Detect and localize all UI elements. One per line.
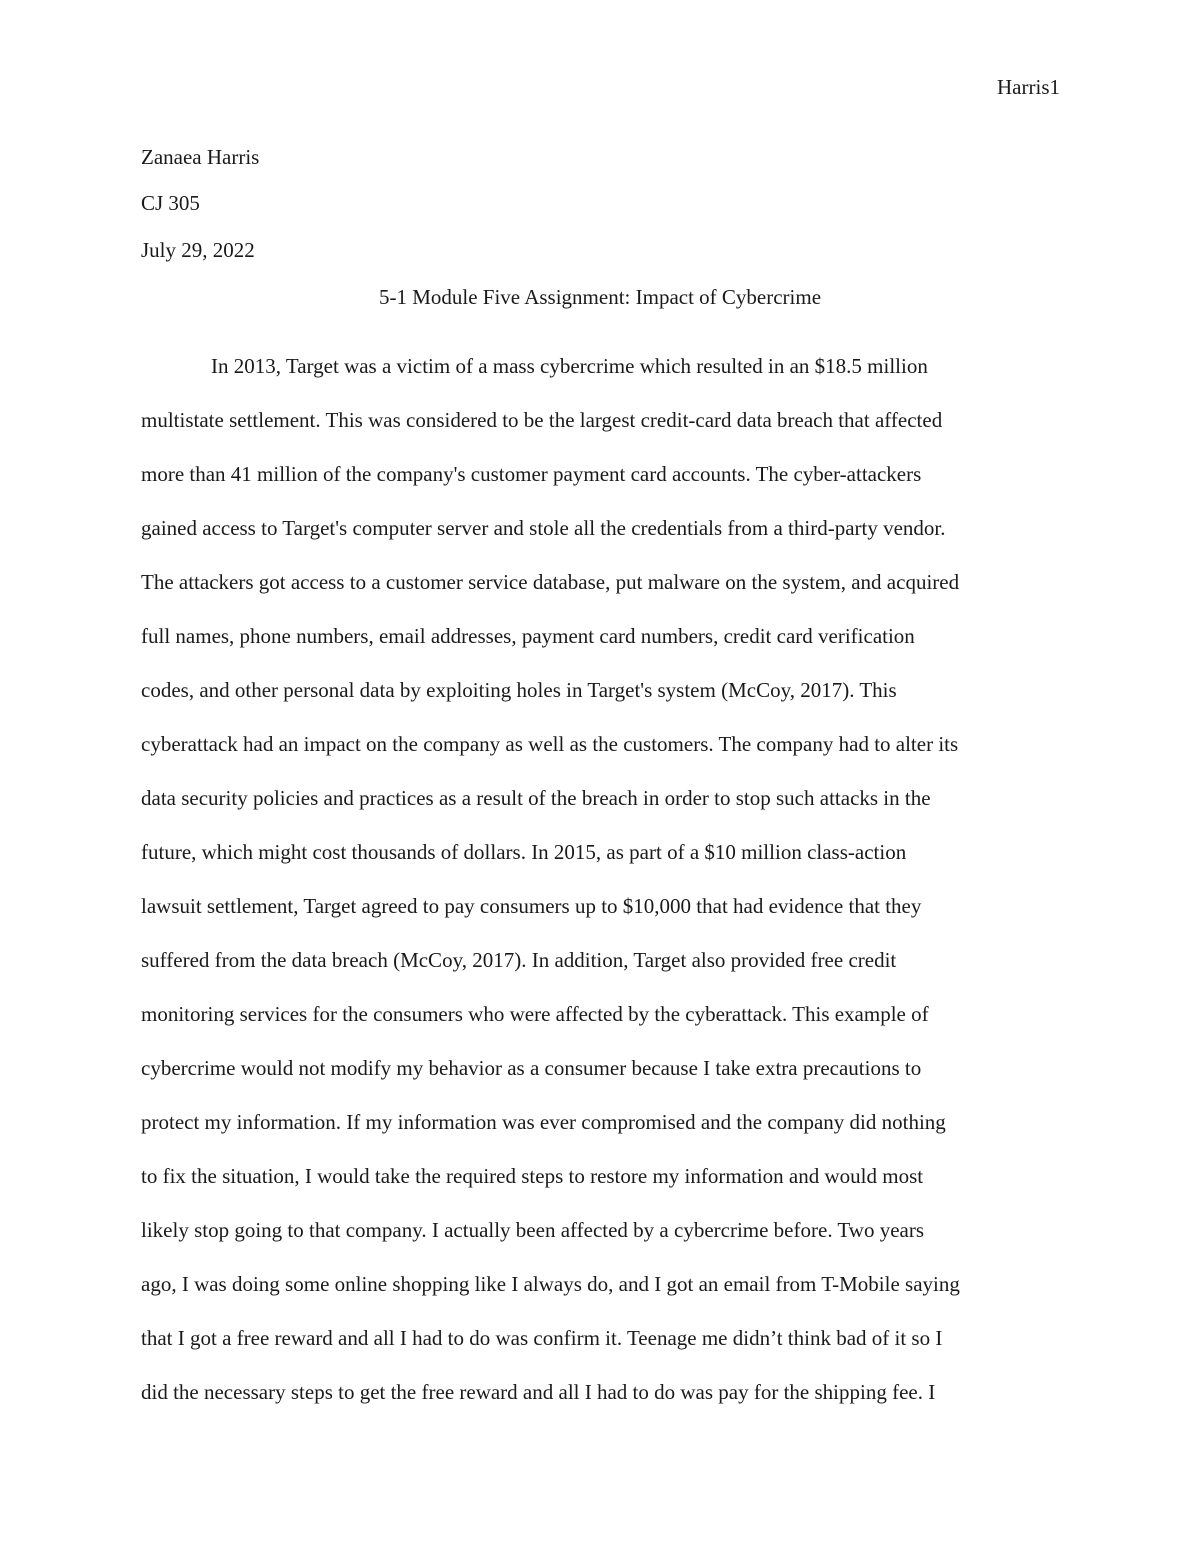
text-line: cyberattack had an impact on the company as well as the customers. The company had to alter its [141, 732, 959, 756]
text-line: protect my information. If my information was ever compromised and the company did nothing [141, 1110, 946, 1134]
text-line: lawsuit settlement, Target agreed to pay consumers up to $10,000 that had evidence that they [141, 894, 922, 918]
text-line: In 2013, Target was a victim of a mass cybercrime which resulted in an $18.5 million [211, 354, 928, 378]
text-line: cybercrime would not modify my behavior as a consumer because I take extra precautions to [141, 1056, 922, 1080]
text-line: full names, phone numbers, email addresses, payment card numbers, credit card verification [141, 624, 915, 648]
text-line: multistate settlement. This was considered to be the largest credit-card data breach that affected [141, 408, 943, 432]
submission-date: July 29, 2022 [141, 238, 255, 262]
text-line: did the necessary steps to get the free reward and all I had to do was pay for the shipping fee. I [141, 1380, 936, 1404]
text-line: data security policies and practices as a result of the breach in order to stop such attacks in the [141, 786, 931, 810]
author-name: Zanaea Harris [141, 145, 260, 169]
text-line: ago, I was doing some online shopping like I always do, and I got an email from T-Mobile saying [141, 1272, 960, 1296]
text-line: gained access to Target's computer server and stole all the credentials from a third-party vendor. [141, 516, 946, 540]
text-line: suffered from the data breach (McCoy, 2017). In addition, Target also provided free credit [141, 948, 897, 972]
text-line: likely stop going to that company. I actually been affected by a cybercrime before. Two years [141, 1218, 925, 1242]
text-line: more than 41 million of the company's customer payment card accounts. The cyber-attackers [141, 462, 922, 486]
text-line: The attackers got access to a customer service database, put malware on the system, and acquired [141, 570, 960, 594]
running-head: Harris1 [997, 75, 1060, 99]
course-code: CJ 305 [141, 191, 200, 215]
text-line: to fix the situation, I would take the required steps to restore my information and would most [141, 1164, 924, 1188]
page-title: 5-1 Module Five Assignment: Impact of Cybercrime [378, 285, 822, 309]
text-line: codes, and other personal data by exploiting holes in Target's system (McCoy, 2017). This [141, 678, 897, 702]
text-line: monitoring services for the consumers who were affected by the cyberattack. This example of [141, 1002, 929, 1026]
text-line: future, which might cost thousands of dollars. In 2015, as part of a $10 million class-action [141, 840, 907, 864]
text-line: that I got a free reward and all I had to do was confirm it. Teenage me didn’t think bad of it so I [141, 1326, 943, 1350]
